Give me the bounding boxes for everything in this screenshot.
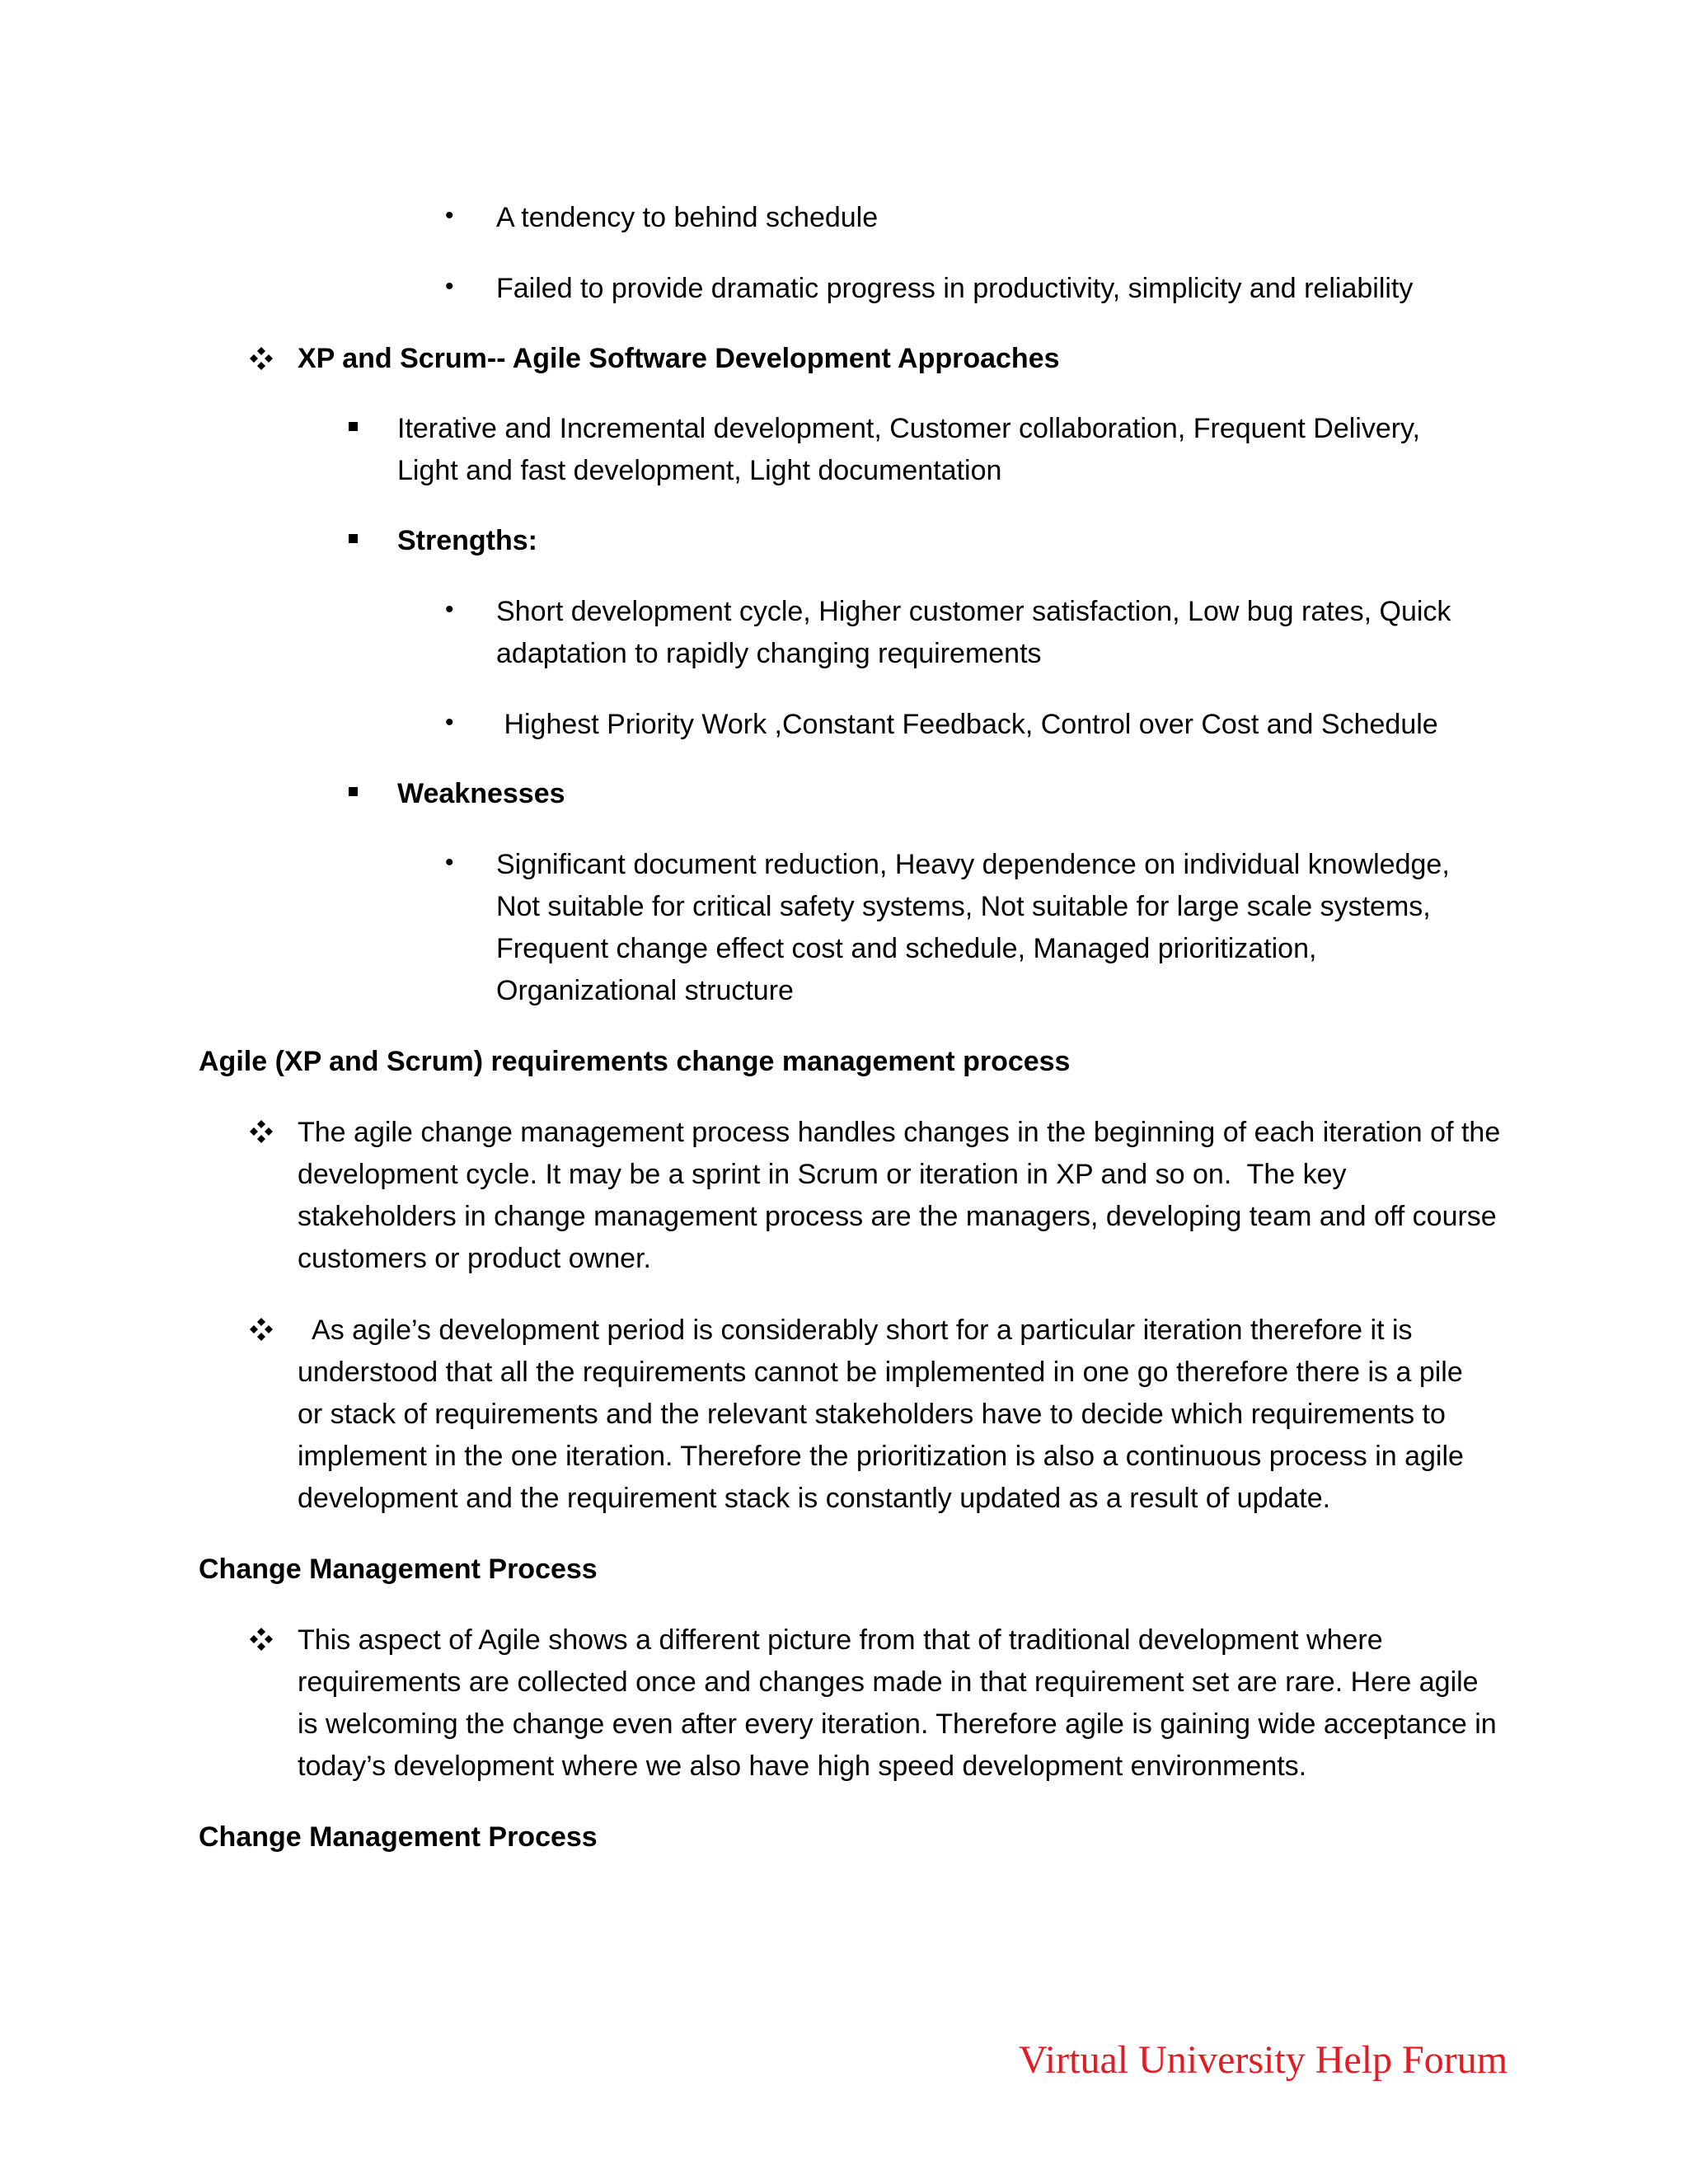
round-bullet-icon: • [445, 202, 454, 229]
agile-p1-line-3: stakeholders in change management process are the managers, developing team and off course [298, 1201, 1497, 1232]
agile-p2-line-5: development and the requirement stack is constantly updated as a result of update. [298, 1483, 1331, 1514]
change-heading-2: Change Management Process [199, 1821, 598, 1853]
footer-watermark: Virtual University Help Forum [1019, 2038, 1508, 2082]
weaknesses-line-2: Not suitable for critical safety systems, Not suitable for large scale systems, [496, 891, 1431, 922]
round-bullet-icon: • [445, 709, 454, 736]
square-bullet-icon [349, 422, 358, 431]
xp-heading: XP and Scrum-- Agile Software Development Approaches [298, 343, 1060, 374]
agile-p1-line-4: customers or product owner. [298, 1243, 651, 1274]
agile-p2-line-3: or stack of requirements and the relevant stakeholders have to decide which requirements to [298, 1399, 1446, 1430]
change-p-line-1: This aspect of Agile shows a different picture from that of traditional development where [298, 1624, 1383, 1656]
four-diamond-bullet-icon [249, 1119, 274, 1144]
change-p-line-4: today’s development where we also have high speed development environments. [298, 1750, 1307, 1782]
weaknesses-line-3: Frequent change effect cost and schedule, Managed prioritization, [496, 933, 1317, 964]
agile-p2-line-1: As agile’s development period is considerably short for a particular iteration therefore it is [298, 1315, 1413, 1346]
pre-bullet-1: A tendency to behind schedule [496, 202, 879, 233]
weaknesses-line-1: Significant document reduction, Heavy dependence on individual knowledge, [496, 849, 1450, 880]
change-p-line-2: requirements are collected once and changes made in that requirement set are rare. Here agile [298, 1666, 1479, 1698]
round-bullet-icon: • [445, 273, 454, 300]
xp-item-line-2: Light and fast development, Light documentation [397, 455, 1002, 486]
four-diamond-bullet-icon [249, 1317, 274, 1342]
agile-p1-line-1: The agile change management process handles changes in the beginning of each iteration of the [298, 1117, 1501, 1148]
round-bullet-icon: • [445, 596, 454, 623]
round-bullet-icon: • [445, 849, 454, 876]
weaknesses-line-4: Organizational structure [496, 975, 794, 1006]
agile-p1-line-2: development cycle. It may be a sprint in Scrum or iteration in XP and so on. The key [298, 1159, 1347, 1190]
strengths-1-line-1: Short development cycle, Higher customer satisfaction, Low bug rates, Quick [496, 596, 1451, 627]
weaknesses-label: Weaknesses [397, 778, 565, 809]
agile-heading: Agile (XP and Scrum) requirements change management process [199, 1046, 1071, 1077]
four-diamond-bullet-icon [249, 346, 274, 371]
change-p-line-3: is welcoming the change even after every iteration. Therefore agile is gaining wide acceptance in [298, 1708, 1497, 1740]
strengths-2: Highest Priority Work ,Constant Feedback, Control over Cost and Schedule [496, 709, 1438, 740]
square-bullet-icon [349, 534, 358, 543]
change-heading-1: Change Management Process [199, 1554, 598, 1585]
agile-p2-line-4: implement in the one iteration. Therefore the prioritization is also a continuous process in agile [298, 1441, 1464, 1472]
xp-item-line-1: Iterative and Incremental development, Customer collaboration, Frequent Delivery, [397, 413, 1420, 444]
square-bullet-icon [349, 787, 358, 796]
four-diamond-bullet-icon [249, 1627, 274, 1652]
strengths-label: Strengths: [397, 525, 537, 556]
agile-p2-line-2: understood that all the requirements cannot be implemented in one go therefore there is a pile [298, 1357, 1463, 1388]
strengths-1-line-2: adaptation to rapidly changing requirements [496, 638, 1042, 669]
pre-bullet-2: Failed to provide dramatic progress in productivity, simplicity and reliability [496, 273, 1414, 304]
